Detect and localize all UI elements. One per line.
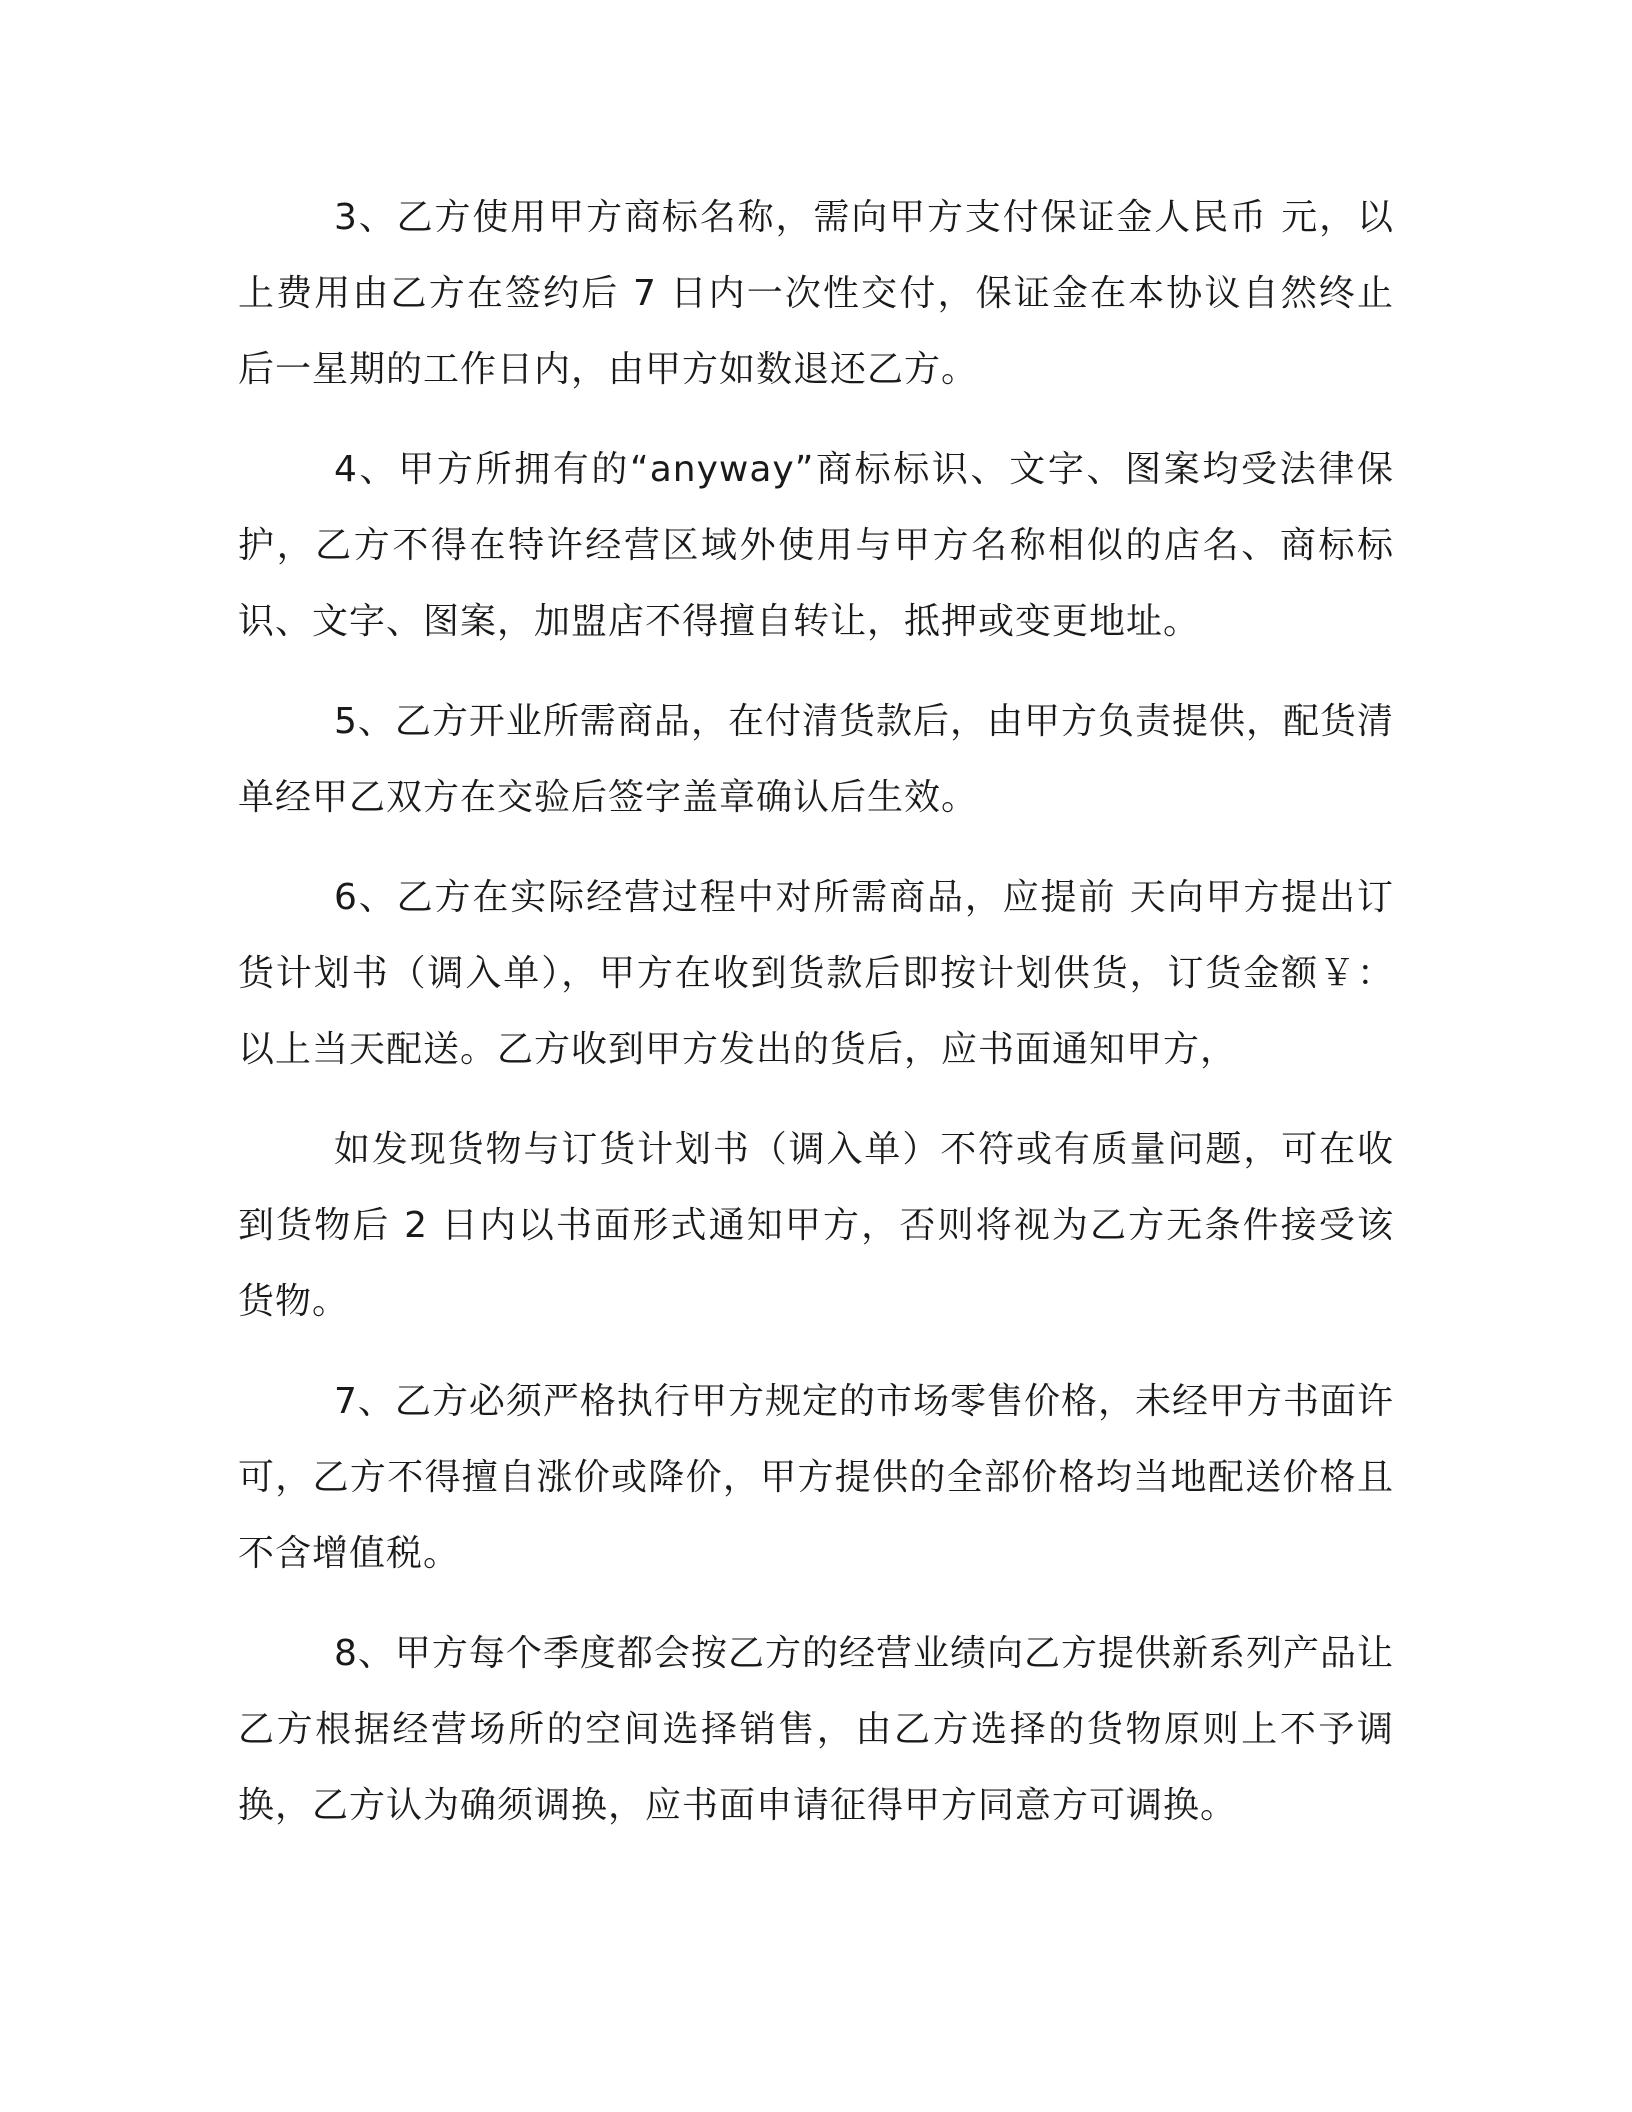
clause-6-paragraph: 6、乙方在实际经营过程中对所需商品，应提前 天向甲方提出订货计划书（调入单），甲方在收到货款后即按计划供货，订货金额￥：以上当天配送。乙方收到甲方发出的货后，应书面通知甲方， (238, 877, 1394, 1070)
document-body (238, 180, 1394, 1868)
clause-4-paragraph: 4、甲方所拥有的“anyway”商标标识、文字、图案均受法律保护，乙方不得在特许经营区域外使用与甲方名称相似的店名、商标标识、文字、图案，加盟店不得擅自转让，抵押或变更地址。 (238, 449, 1394, 642)
clause-6-continuation-paragraph: 如发现货物与订货计划书（调入单）不符或有质量问题，可在收到货物后 2 日内以书面形式通知甲方，否则将视为乙方无条件接受该货物。 (238, 1129, 1394, 1322)
clause-5-paragraph: 5、乙方开业所需商品，在付清货款后，由甲方负责提供，配货清单经甲乙双方在交验后签字盖章确认后生效。 (238, 701, 1394, 818)
clause-8-paragraph: 8、甲方每个季度都会按乙方的经营业绩向乙方提供新系列产品让乙方根据经营场所的空间选择销售，由乙方选择的货物原则上不予调换，乙方认为确须调换，应书面申请征得甲方同意方可调换。 (238, 1633, 1394, 1826)
clause-3-paragraph: 3、乙方使用甲方商标名称，需向甲方支付保证金人民币 元，以上费用由乙方在签约后 7 日内一次性交付，保证金在本协议自然终止后一星期的工作日内，由甲方如数退还乙方。 (238, 197, 1394, 390)
clause-7-paragraph: 7、乙方必须严格执行甲方规定的市场零售价格，未经甲方书面许可，乙方不得擅自涨价或降价，甲方提供的全部价格均当地配送价格且不含增值税。 (238, 1381, 1394, 1574)
